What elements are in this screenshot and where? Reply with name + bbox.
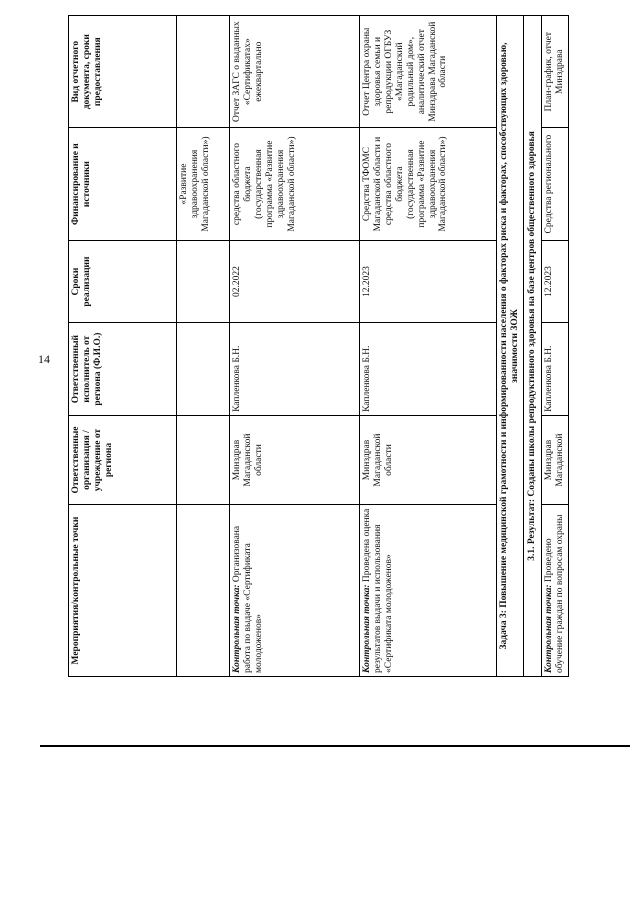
funding-cell: Средства регионального bbox=[542, 128, 569, 240]
control-point-label: Контрольная точка: bbox=[362, 584, 372, 673]
task-3-cell: Задача 3: Повышение медицинской грамотности и информированности населения о факторах риска и факторах, способствующих здоровью, значимости ЗОЖ bbox=[497, 16, 524, 677]
table-row bbox=[230, 16, 360, 677]
result-row bbox=[524, 16, 542, 677]
rotated-table-container bbox=[68, 15, 565, 677]
deadline-cell: 12.2023 bbox=[360, 240, 497, 323]
activity-text: Проведено обучение граждан по вопросам охраны bbox=[544, 514, 565, 673]
activity-cell bbox=[542, 505, 569, 677]
table-row bbox=[542, 16, 569, 677]
task-row bbox=[497, 16, 524, 677]
organization-cell: Минздрав Магаданской bbox=[542, 415, 569, 504]
executor-cell: Капленкова Б.Н. bbox=[542, 323, 569, 416]
horizontal-rule bbox=[40, 745, 630, 747]
activity-cell bbox=[230, 505, 360, 677]
executor-cell: Капленкова Б.Н. bbox=[360, 323, 497, 416]
activity-text: Организована работа по выдаче «Сертификата молодоженов» bbox=[232, 525, 264, 673]
control-point-label: Контрольная точка: bbox=[544, 584, 554, 673]
header-funding: Финансирование и источники bbox=[69, 128, 177, 240]
header-executor: Ответственный исполнитель от региона (Ф.И.О.) bbox=[69, 323, 177, 416]
activity-text: Проведена оценка результатов выдачи и использования «Сертификата молодоженов» bbox=[362, 508, 394, 673]
report-cell: План-график, отчет Минздрава bbox=[542, 16, 569, 128]
funding-cell: средства областного бюджета (государственная программа «Развитие здравоохранения Магаданской области») bbox=[230, 128, 360, 240]
header-activities: Мероприятия/контрольные точки bbox=[69, 505, 177, 677]
table-row bbox=[360, 16, 497, 677]
plan-table bbox=[68, 15, 569, 677]
control-point-label: Контрольная точка: bbox=[232, 584, 242, 673]
page-number: 14 bbox=[38, 352, 50, 366]
header-deadline: Сроки реализации bbox=[69, 240, 177, 323]
deadline-cell: 02.2022 bbox=[230, 240, 360, 323]
activity-cell bbox=[360, 505, 497, 677]
deadline-cell: 12.2023 bbox=[542, 240, 569, 323]
header-organizations: Ответственные организация / учреждение от региона bbox=[69, 415, 177, 504]
organization-cell: Минздрав Магаданской области bbox=[230, 415, 360, 504]
executor-cell: Капленкова Б.Н. bbox=[230, 323, 360, 416]
report-cell: Отчет Центра охраны здоровья семьи и репродукции ОГБУЗ «Магаданский родильный дом», аналитический отчет Минздрава Магаданской области bbox=[360, 16, 497, 128]
funding-cell: «Развитие здравоохранения Магаданской области») bbox=[177, 128, 230, 240]
table-row bbox=[177, 16, 230, 677]
report-cell: Отчет ЗАГС о выданных «Сертификатах» ежеквартально bbox=[230, 16, 360, 128]
header-row bbox=[69, 16, 177, 677]
result-3-1-cell: 3.1. Результат: Созданы школы репродуктивного здоровья на базе центров общественного здоровья bbox=[524, 16, 542, 677]
organization-cell: Минздрав Магаданской области bbox=[360, 415, 497, 504]
funding-cell: Средства ТФОМС Магаданской области и средства областного бюджета (государственная программа «Развитие здравоохранения Магаданской области») bbox=[360, 128, 497, 240]
header-report: Вид отчетного документа, сроки предоставления bbox=[69, 16, 177, 128]
